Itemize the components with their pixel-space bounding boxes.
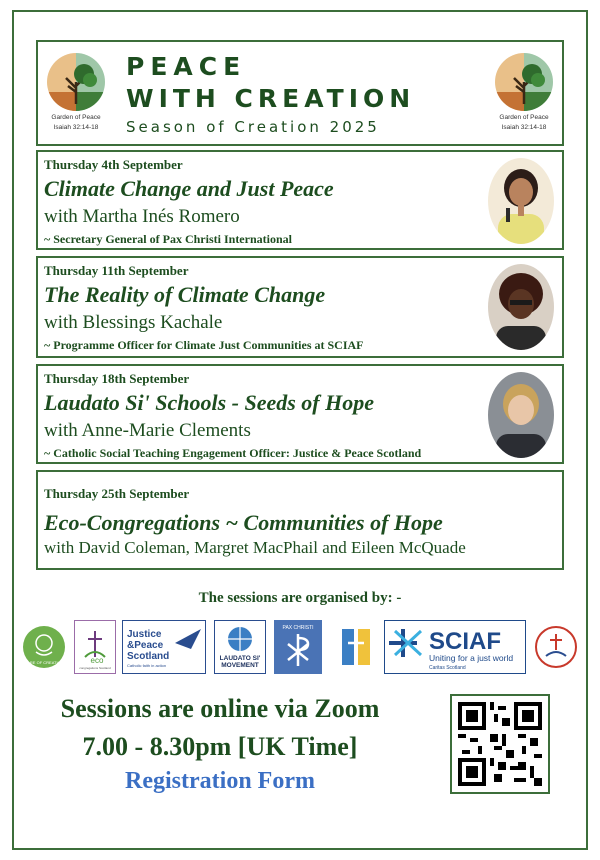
session-role: ~ Secretary General of Pax Christi International: [44, 232, 292, 246]
paxchristi-text: PAX CHRISTI: [282, 625, 314, 631]
jp-line1: Justice: [127, 629, 162, 640]
cathedral-logo: [534, 620, 578, 674]
session-title: The Reality of Climate Change: [44, 282, 326, 307]
session-speaker: with Martha Inés Romero: [44, 206, 240, 227]
diocese-logo: [336, 620, 376, 674]
sciaf-subtag: Caritas Scotland: [429, 665, 466, 671]
session-speaker: with David Coleman, Margret MacPhail and Eileen McQuade: [44, 538, 466, 557]
session-speaker: with Anne-Marie Clements: [44, 420, 251, 441]
title-line1: PEACE: [126, 52, 247, 81]
speaker-photo: [488, 264, 554, 350]
justice-peace-scotland-logo: [122, 620, 206, 674]
registration-form-link[interactable]: Registration Form: [125, 768, 315, 794]
header-box: [36, 40, 564, 146]
sciaf-tagline: Uniting for a just world: [429, 653, 514, 663]
speaker-photo: [488, 372, 554, 458]
session-title: Laudato Si' Schools - Seeds of Hope: [44, 390, 375, 415]
speaker-photo: [488, 158, 554, 244]
qr-code-icon: [458, 702, 542, 786]
organiser-logos: [22, 620, 578, 676]
session-title: Climate Change and Just Peace: [44, 176, 334, 201]
session-card-2: [36, 256, 564, 358]
pax-christi-logo: [274, 620, 322, 674]
logo-caption-line1: Garden of Peace: [499, 114, 549, 121]
eco-text: eco: [90, 656, 104, 665]
session-role: ~ Programme Officer for Climate Just Communities at SCIAF: [44, 338, 364, 352]
logo-caption-line2: Isaiah 32:14-18: [53, 123, 99, 131]
session-card-3: [36, 364, 564, 464]
garden-of-peace-logo-right: [489, 52, 559, 132]
jp-tagline: Catholic faith in action: [127, 663, 167, 668]
session-date: Thursday 18th September: [44, 371, 190, 386]
sciaf-text: SCIAF: [429, 628, 501, 655]
tree-logo-icon: [46, 52, 106, 112]
logo-caption-line1: Garden of Peace: [51, 114, 101, 121]
qr-code[interactable]: [450, 694, 550, 794]
logo-caption-line2: Isaiah 32:14-18: [501, 123, 547, 131]
organised-by-heading: The sessions are organised by: -: [198, 590, 402, 606]
zoom-info: Sessions are online via Zoom: [60, 694, 380, 723]
care-of-creation-logo: [22, 620, 66, 674]
subtitle: Season of Creation 2025: [126, 118, 380, 136]
session-title: Eco-Congregations ~ Communities of Hope: [44, 510, 443, 535]
session-date: Thursday 11th September: [44, 263, 189, 278]
eco-congregations-logo: [74, 620, 116, 674]
laudato-text: LAUDATO SI': [219, 655, 261, 662]
time-info: 7.00 - 8.30pm [UK Time]: [82, 732, 358, 761]
session-role: ~ Catholic Social Teaching Engagement Officer: Justice & Peace Scotland: [44, 446, 422, 460]
session-card-4: [36, 470, 564, 570]
care-of-creation-text: CARE OF CREATION: [24, 660, 64, 665]
laudato-si-movement-logo: [214, 620, 266, 674]
session-date: Thursday 25th September: [44, 486, 190, 501]
sciaf-logo: [384, 620, 526, 674]
jp-line2: &Peace: [127, 640, 164, 651]
title-line2: WITH CREATION: [126, 84, 416, 113]
session-speaker: with Blessings Kachale: [44, 312, 223, 333]
tree-logo-icon: [494, 52, 554, 112]
garden-of-peace-logo-left: [41, 52, 111, 132]
jp-line3: Scotland: [127, 651, 170, 662]
eco-sub-text: congregations Scotland: [79, 666, 111, 670]
session-card-1: [36, 150, 564, 250]
laudato-text2: MOVEMENT: [221, 662, 259, 669]
session-date: Thursday 4th September: [44, 157, 183, 172]
